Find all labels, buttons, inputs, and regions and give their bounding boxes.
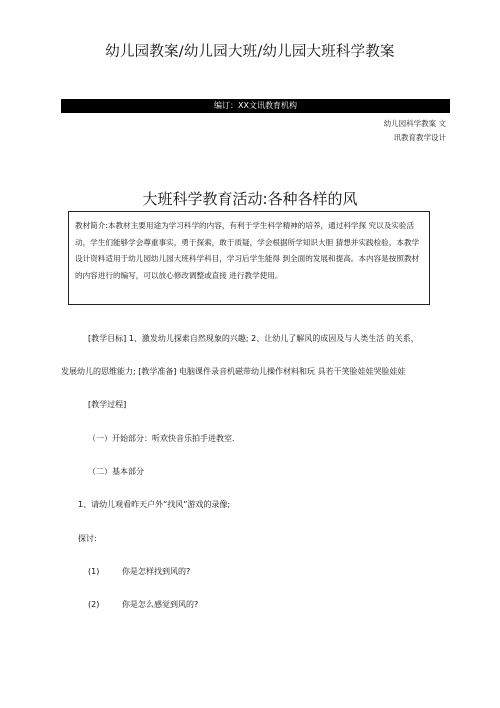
part-two: （二）基本部分 [88,467,144,476]
part-one: （一）开始部分：听欢快音乐拍手进教室. [88,434,235,443]
question-two-number: (2) [88,600,100,609]
question-two-text: 你是怎么感觉到风的? [122,600,199,609]
question-one-number: (1) [88,567,100,576]
header-right-line1: 幼儿园科学教案 文 [383,119,446,128]
process-heading: [教学过程] [88,400,127,409]
question-two [88,599,198,610]
document-title: 幼儿园教案/幼儿园大班/幼儿园大班科学教案 [105,44,395,60]
header-right-note [306,117,446,145]
question-one-text: 你是怎样找到风的? [122,567,191,576]
discuss-label: 探讨: [78,534,97,543]
header-right-line2: 讯教育教学设计 [393,133,446,142]
step-one: 1、请幼儿观看昨天户外“找风”游戏的录像; [78,500,231,509]
question-one [88,566,190,577]
intro-box: 教材简介:本教材主要用途为学习科学的内容，有利于学生科学精神的培养，通过科学探 究以及实验活动，学生们能够学会尊重事实，勇于探索，敢于质疑，学会根据所学知识大胆 猜想并实践检验，本教学设计资料适用于幼儿园幼儿园大班科学科目，学习后学生能得 到全面的发展和提高。本内容是按照教材的内容进行的编写，可以放心修改调整或直接 进行教学使用。 [68,211,430,305]
goal-line-2: 发展幼儿的思维能力; [教学准备] 电脑课件录音机磁带幼儿操作材料和玩 具若干笑脸娃娃哭脸娃娃 [61,367,406,376]
editor-banner: 编订：XX文讯教育机构 [61,99,450,113]
main-title: 大班科学教育活动:各种各样的风 [142,190,358,208]
goal-line-1: [教学目标] 1、激发幼儿探索自然现象的兴趣; 2、让幼儿了解风的成因及与人类生活 的关系， [88,334,419,343]
